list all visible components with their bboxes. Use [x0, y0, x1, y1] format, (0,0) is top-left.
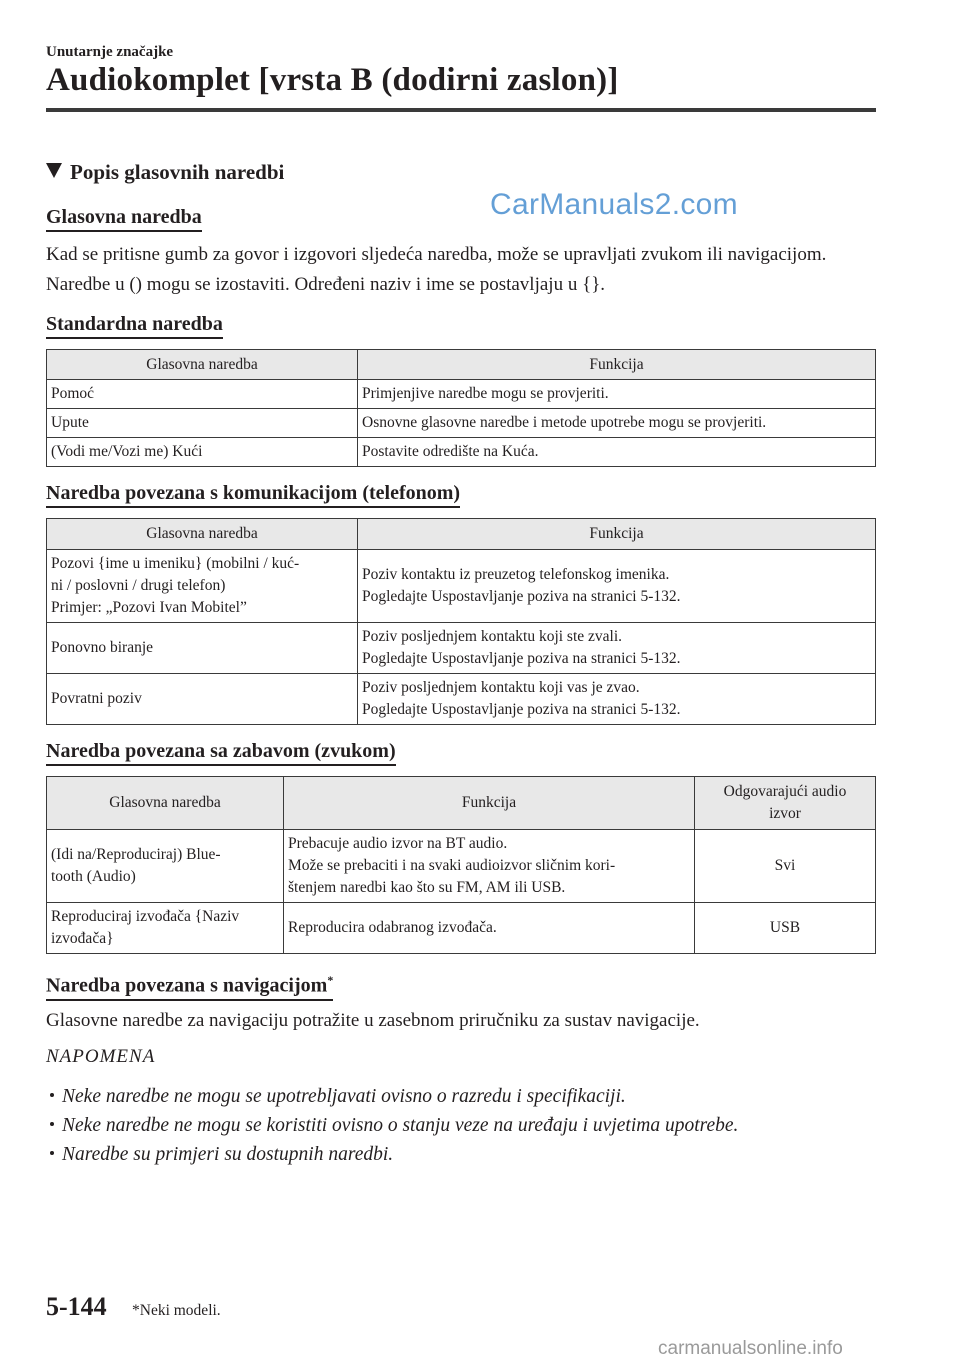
cell-command — [47, 550, 358, 623]
subheading-entertainment: Naredba povezana sa zabavom (zvukom) — [46, 739, 396, 766]
cell-line: Poziv kontaktu iz preuzetog telefonskog imenika. — [362, 566, 670, 583]
cell-function — [358, 674, 876, 725]
breadcrumb: Unutarnje značajke — [46, 44, 174, 60]
table-row — [47, 674, 876, 725]
cell-command: Upute — [47, 409, 358, 438]
cell-command — [47, 623, 358, 674]
cell-line: Prebacuje audio izvor na BT audio. — [288, 835, 508, 852]
cell-line: Poziv posljednjem kontaktu koji vas je zvao. — [362, 679, 640, 696]
table-row — [47, 409, 876, 438]
table-row — [47, 380, 876, 409]
watermark-bottom: carmanualsonline.info — [658, 1338, 843, 1359]
cell-source: USB — [695, 903, 876, 954]
cell-command: Pomoć — [47, 380, 358, 409]
cell-command: (Vodi me/Vozi me) Kući — [47, 438, 358, 467]
table-row — [47, 830, 876, 903]
bullet-icon — [50, 1093, 54, 1097]
subheading-navigation — [46, 968, 333, 1001]
cell-line: Poziv posljednjem kontaktu koji ste zvali. — [362, 628, 623, 645]
cell-command — [47, 903, 284, 954]
cell-function: Primjenjive naredbe mogu se provjeriti. — [358, 380, 876, 409]
subheading-phone: Naredba povezana s komunikacijom (telefonom) — [46, 481, 460, 508]
cell-function: Osnovne glasovne naredbe i metode upotrebe mogu se provjeriti. — [358, 409, 876, 438]
cell-line: Pogledajte Uspostavljanje poziva na stranici 5-132. — [362, 650, 681, 667]
cell-line: (Idi na/Reproduciraj) Blue- — [51, 846, 221, 863]
cell-line: Reproduciraj izvođača {Naziv — [51, 908, 240, 925]
note-item-text: Naredbe su primjeri su dostupnih naredbi. — [62, 1144, 394, 1165]
header-line: Odgovarajući audio — [723, 783, 847, 800]
cell-line: Pogledajte Uspostavljanje poziva na stranici 5-132. — [362, 588, 681, 605]
cell-function — [358, 550, 876, 623]
intro-paragraph: Kad se pritisne gumb za govor i izgovori sljedeća naredba, može se upravljati zvukom ili navigacijom. Naredbe u () mogu se izostaviti. Određeni naziv i ime se postavljaju u {}. — [46, 244, 827, 295]
table-row — [47, 438, 876, 467]
cell-line: Pogledajte Uspostavljanje poziva na stranici 5-132. — [362, 701, 681, 718]
section-heading — [46, 160, 284, 185]
entertainment-commands-table — [46, 776, 876, 954]
note-list — [50, 1082, 738, 1169]
column-header: Funkcija — [358, 519, 876, 550]
cell-line: Pozovi {ime u imeniku} (mobilni / kuć- — [51, 555, 300, 572]
note-item — [50, 1140, 738, 1169]
cell-function — [358, 623, 876, 674]
cell-line: Primjer: „Pozovi Ivan Mobitel” — [51, 599, 247, 616]
header-line: izvor — [769, 805, 801, 822]
page-number: 5-144 — [46, 1292, 107, 1321]
cell-function — [284, 830, 695, 903]
phone-commands-table — [46, 518, 876, 725]
cell-command — [47, 674, 358, 725]
cell-function — [284, 903, 695, 954]
subheading-voice-command: Glasovna naredba — [46, 205, 202, 232]
note-item-text: Neke naredbe ne mogu se upotrebljavati ovisno o razredu i specifikaciji. — [62, 1086, 626, 1107]
cell-line: štenjem naredbi kao što su FM, AM ili USB. — [288, 879, 566, 896]
bullet-icon — [50, 1151, 54, 1155]
cell-line: Može se prebaciti i na svaki audioizvor sličnim kori- — [288, 857, 616, 874]
table-row — [47, 623, 876, 674]
section-heading-text: Popis glasovnih naredbi — [70, 160, 285, 184]
cell-function: Postavite odredište na Kuća. — [358, 438, 876, 467]
navigation-paragraph: Glasovne naredbe za navigaciju potražite u zasebnom priručniku za sustav navigacije. — [46, 1010, 700, 1031]
column-header: Funkcija — [284, 777, 695, 830]
cell-line: Ponovno biranje — [51, 639, 154, 656]
column-header: Funkcija — [358, 350, 876, 380]
subheading-standard: Standardna naredba — [46, 312, 223, 339]
note-item-text: Neke naredbe ne mogu se koristiti ovisno o stanju veze na uređaju i uvjetima upotrebe. — [62, 1115, 739, 1136]
column-header: Glasovna naredba — [47, 350, 358, 380]
cell-line: Reproducira odabranog izvođača. — [288, 919, 497, 936]
column-header: Glasovna naredba — [47, 777, 284, 830]
bullet-icon — [50, 1122, 54, 1126]
note-item — [50, 1082, 738, 1111]
title-rule — [46, 108, 876, 112]
navigation-heading-text: Naredba povezana s navigacijom — [46, 974, 328, 997]
table-row — [47, 903, 876, 954]
footnote-star: * — [327, 973, 334, 987]
watermark-top: CarManuals2.com — [490, 188, 738, 221]
cell-line: tooth (Audio) — [51, 868, 136, 885]
cell-command — [47, 830, 284, 903]
column-header: Glasovna naredba — [47, 519, 358, 550]
cell-line: ni / poslovni / drugi telefon) — [51, 577, 226, 594]
cell-source: Svi — [695, 830, 876, 903]
table-row — [47, 550, 876, 623]
page-title: Audiokomplet [vrsta B (dodirni zaslon)] — [46, 62, 619, 98]
footnote: *Neki modeli. — [132, 1302, 221, 1319]
column-header — [695, 777, 876, 830]
note-label: NAPOMENA — [46, 1046, 156, 1067]
cell-line: Povratni poziv — [51, 690, 142, 707]
standard-commands-table — [46, 349, 876, 467]
note-item — [50, 1111, 738, 1140]
triangle-down-icon — [46, 163, 62, 178]
cell-line: izvođača} — [51, 930, 114, 947]
